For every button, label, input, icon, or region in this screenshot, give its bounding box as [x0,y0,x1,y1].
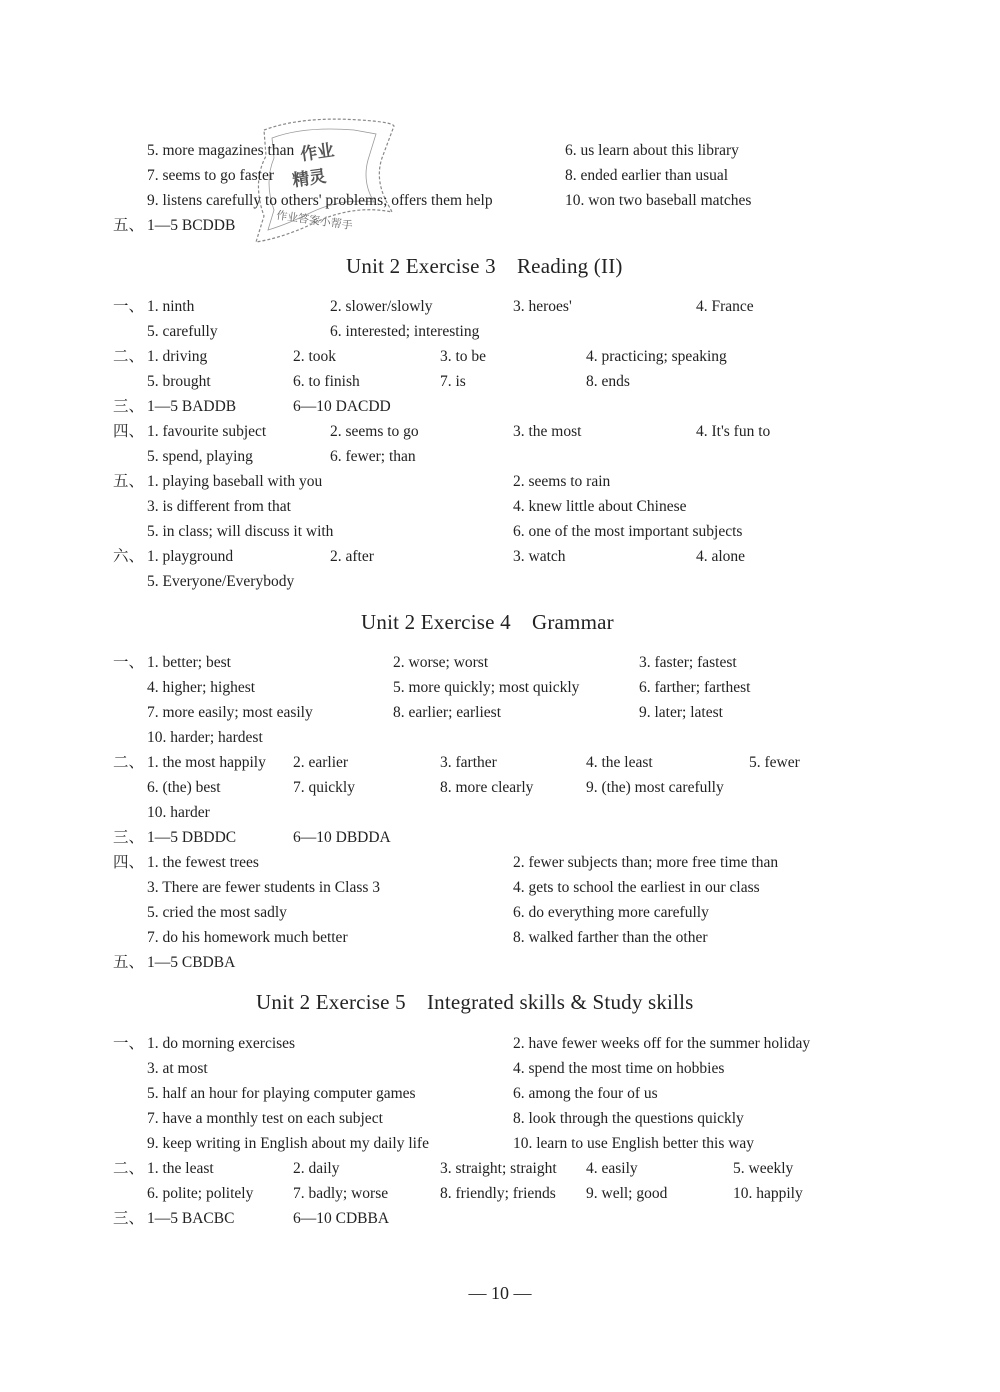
answer-item: 3. straight; straight [440,1160,557,1177]
answer-item: 8. look through the questions quickly [513,1110,744,1127]
answer-item: 1. the most happily [147,754,266,771]
answer-item: 5. brought [147,373,211,390]
answer-item: 7. badly; worse [293,1185,389,1202]
watermark-line2: 精灵 [291,166,328,192]
answer-item: 9. later; latest [639,704,723,721]
answer-item: 3. farther [440,754,497,771]
answer-item: 4. It's fun to [696,423,771,440]
top-item-6: 6. us learn about this library [565,142,739,159]
answer-item: 5. fewer [749,754,800,771]
section-number: 二、 [113,348,145,365]
answer-item: 6. do everything more carefully [513,904,709,921]
top-item-5: 5. more magazines than [147,142,295,159]
answer-item: 6. one of the most important subjects [513,523,743,540]
answer-item: 1. driving [147,348,208,365]
answer-item: 3. There are fewer students in Class 3 [147,879,381,896]
answer-item: 1. favourite subject [147,423,267,440]
answer-item: 2. slower/slowly [330,298,433,315]
answer-line: 1—5 BCDDB [147,217,236,234]
exercise-title: Unit 2 Exercise 4 Grammar [361,610,614,634]
answer-item: 8. ends [586,373,630,390]
top-item-10: 10. won two baseball matches [565,192,752,209]
answer-item: 4. practicing; speaking [586,348,727,365]
answer-item: 4. knew little about Chinese [513,498,687,515]
answer-item: 1—5 BADDB [147,398,237,415]
answer-item: 7. is [440,373,466,390]
answer-item: 5. carefully [147,323,218,340]
watermark-line1: 作业 [299,140,336,166]
section-number: 五、 [113,217,145,234]
section-number: 二、 [113,1160,145,1177]
answer-item: 6. farther; farthest [639,679,751,696]
answer-item: 3. to be [440,348,487,365]
answer-item: 10. learn to use English better this way [513,1135,755,1152]
answer-item: 5. spend, playing [147,448,253,465]
answer-item: 2. have fewer weeks off for the summer holiday [513,1035,811,1052]
answer-item: 6—10 DBDDA [293,829,391,846]
answer-item: 6. interested; interesting [330,323,480,340]
answer-item: 2. took [293,348,337,365]
answer-item: 3. at most [147,1060,208,1077]
answer-item: 1. better; best [147,654,231,671]
section-number: 一、 [113,654,145,671]
answer-item: 1. playground [147,548,234,565]
answer-item: 2. earlier [293,754,349,771]
answer-item: 3. watch [513,548,566,565]
answer-item: 1. the least [147,1160,214,1177]
answer-line: 1—5 CBDBA [147,954,236,971]
answer-item: 5. more quickly; most quickly [393,679,580,696]
answer-item: 5. Everyone/Everybody [147,573,295,590]
answer-item: 6. polite; politely [147,1185,254,1202]
answer-item: 7. do his homework much better [147,929,348,946]
answer-item: 3. faster; fastest [639,654,737,671]
answer-item: 8. walked farther than the other [513,929,708,946]
answer-item: 3. is different from that [147,498,291,515]
section-number: 五、 [113,954,145,971]
section-number: 一、 [113,1035,145,1052]
answer-item: 6—10 CDBBA [293,1210,390,1227]
answer-item: 5. weekly [733,1160,794,1177]
answer-item: 6. fewer; than [330,448,416,465]
answer-item: 4. easily [586,1160,638,1177]
answer-item: 5. in class; will discuss it with [147,523,334,540]
answer-item: 2. seems to go [330,423,419,440]
answer-item: 2. daily [293,1160,340,1177]
section-number: 五、 [113,473,145,490]
answer-item: 6—10 DACDD [293,398,391,415]
section-number: 三、 [113,829,145,846]
answer-item: 7. quickly [293,779,355,796]
answer-item: 7. more easily; most easily [147,704,313,721]
answer-item: 4. France [696,298,754,315]
section-number: 三、 [113,398,145,415]
answer-item: 6. to finish [293,373,360,390]
answer-item: 4. higher; highest [147,679,256,696]
section-number: 四、 [113,423,145,440]
answer-item: 10. harder [147,804,210,821]
answer-item: 10. harder; hardest [147,729,263,746]
answer-item: 2. worse; worst [393,654,489,671]
answer-item: 1. do morning exercises [147,1035,296,1052]
answer-item: 1—5 DBDDC [147,829,237,846]
page-number: — 10 — [468,1283,532,1303]
answer-item: 5. half an hour for playing computer games [147,1085,416,1102]
answer-item: 3. the most [513,423,582,440]
answer-item: 4. spend the most time on hobbies [513,1060,725,1077]
answer-item: 2. after [330,548,374,565]
answer-item: 7. have a monthly test on each subject [147,1110,383,1127]
section-number: 一、 [113,298,145,315]
answer-item: 6. (the) best [147,779,221,796]
answer-item: 4. alone [696,548,746,565]
answer-item: 3. heroes' [513,298,572,315]
answer-item: 1. ninth [147,298,195,315]
answer-item: 9. keep writing in English about my daily life [147,1135,429,1152]
answer-item: 9. (the) most carefully [586,779,724,796]
answer-item: 8. friendly; friends [440,1185,556,1202]
top-item-9: 9. listens carefully to others' problems; offers them help [147,192,493,209]
section-number: 二、 [113,754,145,771]
answer-item: 9. well; good [586,1185,668,1202]
answer-item: 1—5 BACBC [147,1210,235,1227]
answer-item: 1. playing baseball with you [147,473,323,490]
section-number: 四、 [113,854,145,871]
answer-item: 2. seems to rain [513,473,611,490]
watermark-line3: 作业答案小帮手 [275,208,354,233]
answer-item: 4. the least [586,754,653,771]
answer-item: 6. among the four of us [513,1085,658,1102]
answer-item: 4. gets to school the earliest in our class [513,879,760,896]
answer-item: 2. fewer subjects than; more free time than [513,854,779,871]
answer-item: 8. earlier; earliest [393,704,502,721]
section-number: 六、 [113,548,145,565]
answer-item: 5. cried the most sadly [147,904,287,921]
top-item-7: 7. seems to go faster [147,167,274,184]
answer-item: 1. the fewest trees [147,854,259,871]
exercise-title: Unit 2 Exercise 5 Integrated skills & Study skills [256,990,694,1014]
answer-item: 8. more clearly [440,779,534,796]
top-item-8: 8. ended earlier than usual [565,167,729,184]
answer-item: 10. happily [733,1185,803,1202]
section-number: 三、 [113,1210,145,1227]
exercise-title: Unit 2 Exercise 3 Reading (II) [346,254,623,278]
